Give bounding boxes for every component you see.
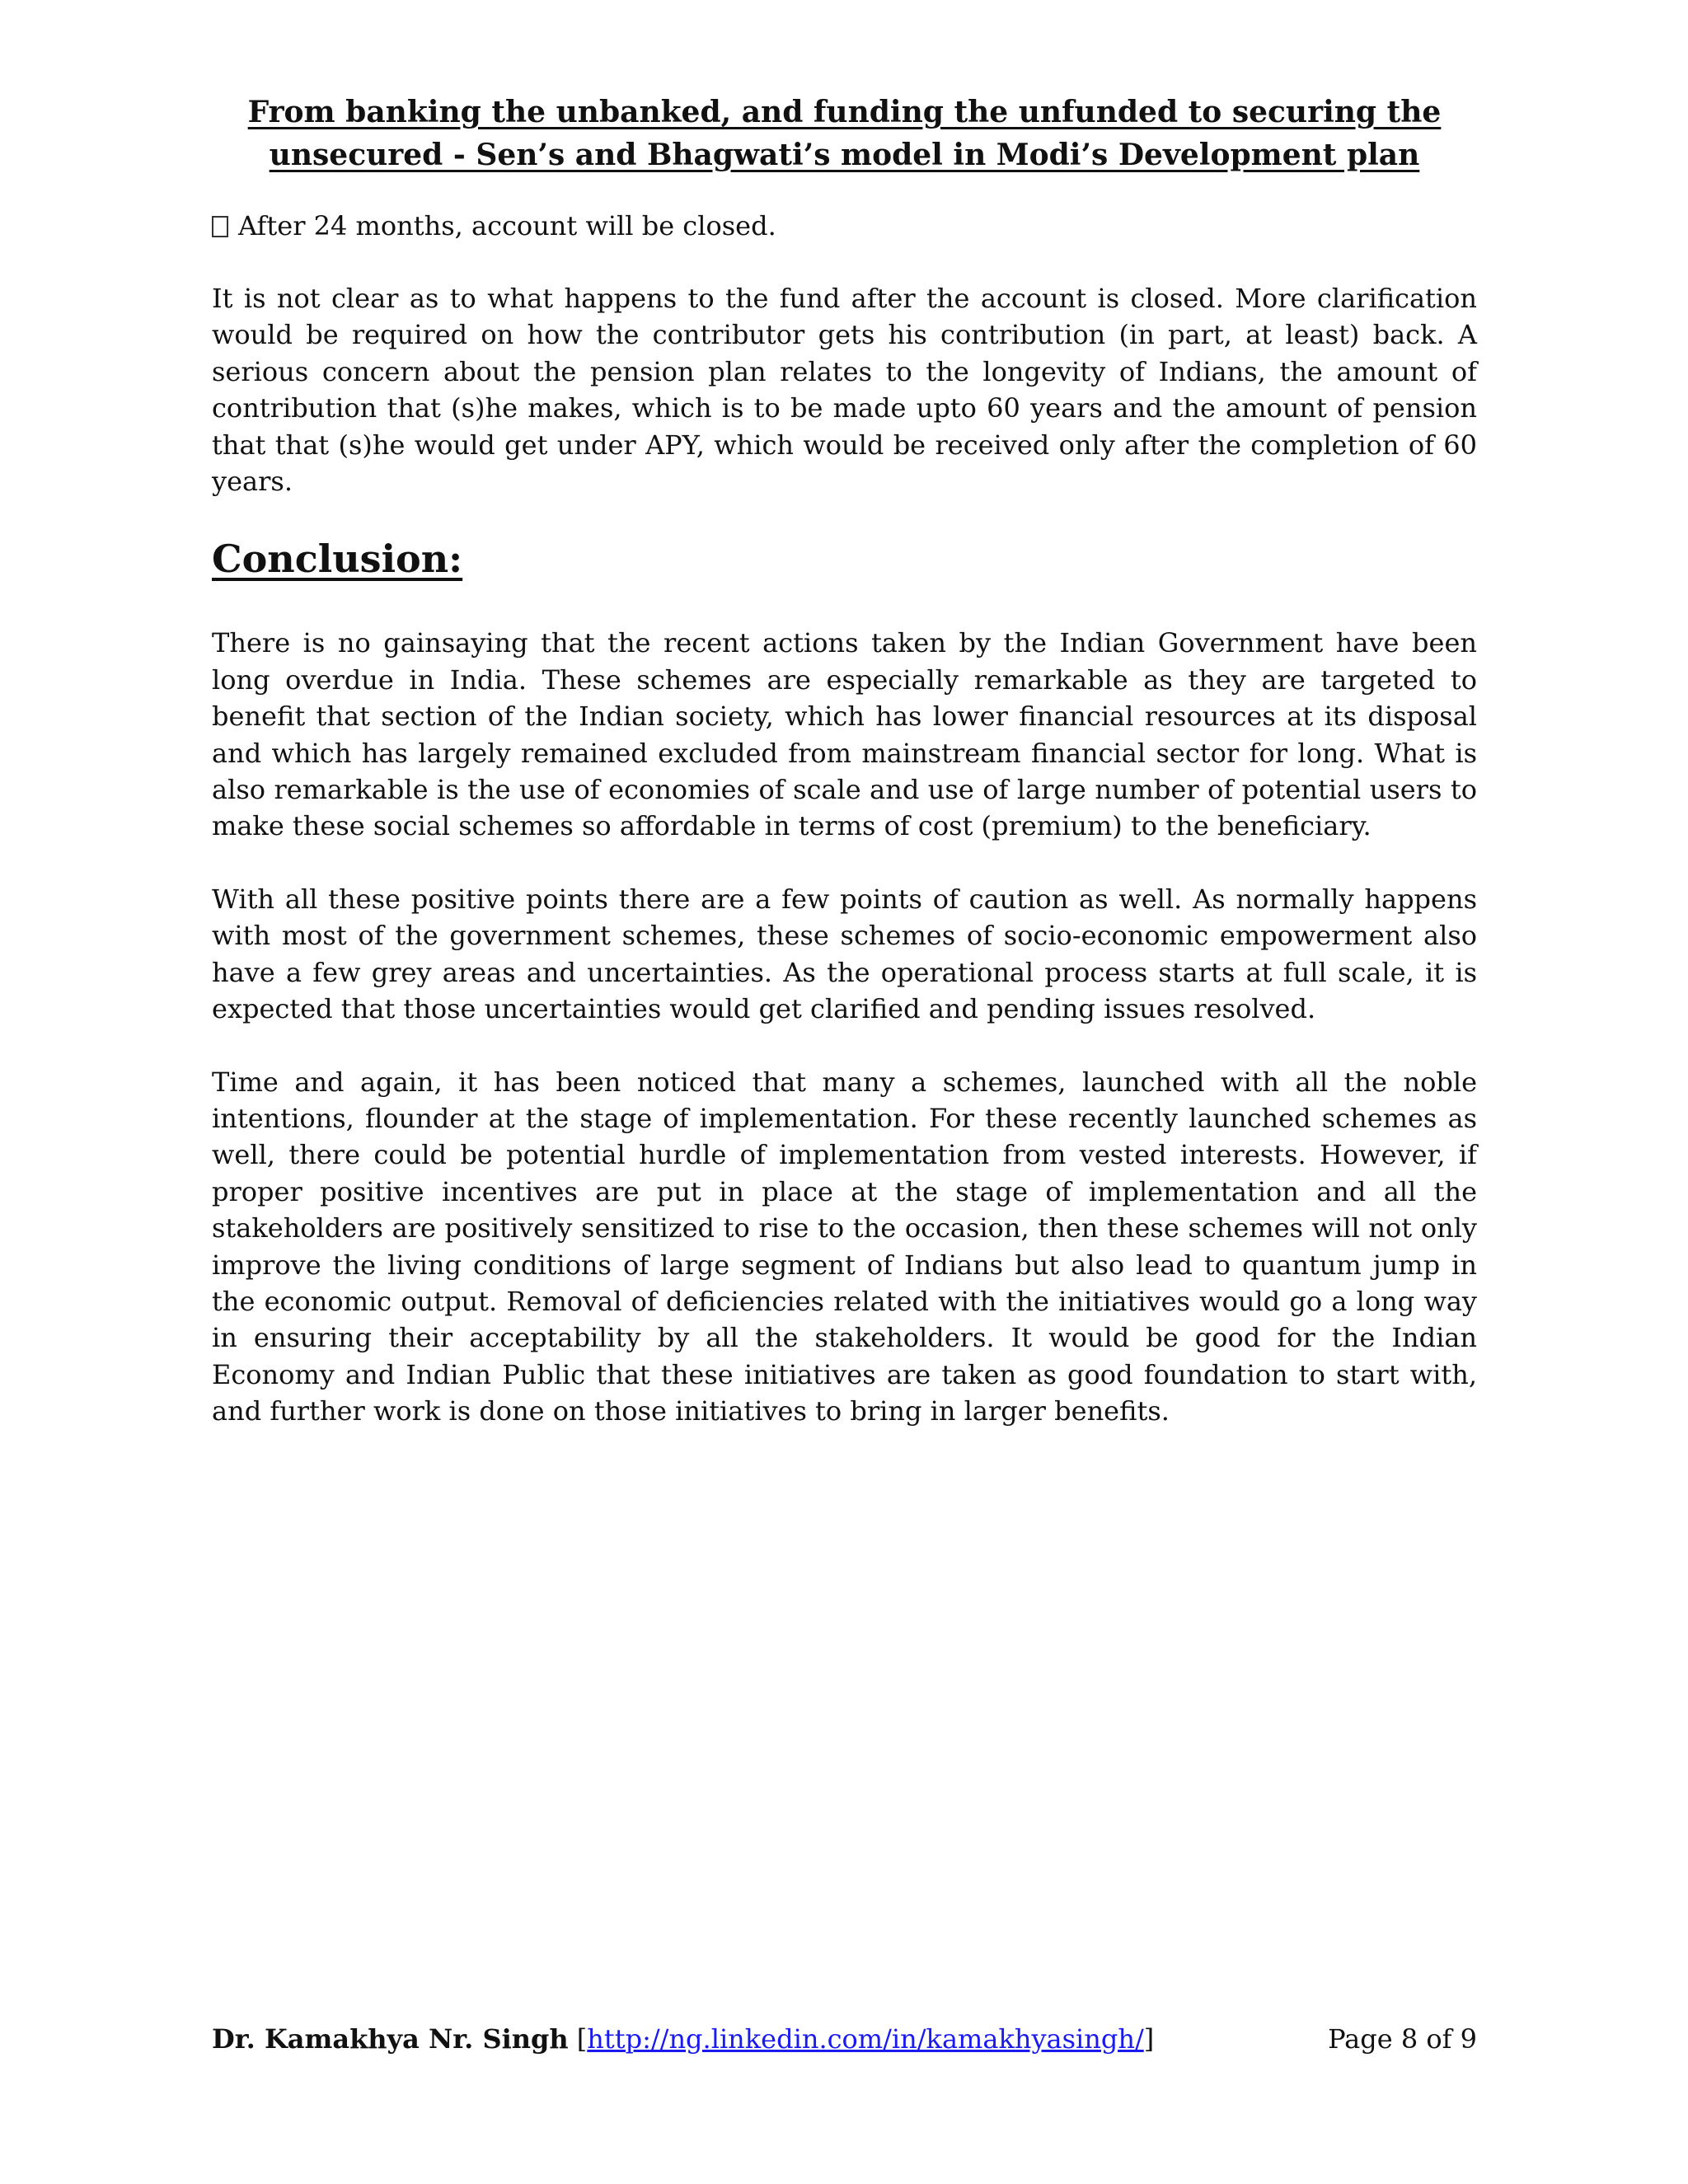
conclusion-paragraph-2: With all these positive points there are a few points of caution as well. As normally happens with most of the government schemes, these schemes of socio-economic empowerment also have a few grey areas and uncertainties. As the operational process starts at full scale, it is expected that those uncertainties would get clarified and pending issues resolved. [212, 883, 1477, 1025]
document-title: From banking the unbanked, and funding the unfunded to securing the unsecured - Sen’s and Bhagwati’s model in Modi’s Development plan [247, 95, 1442, 172]
linkedin-link[interactable]: http://ng.linkedin.com/in/kamakhyasingh/ [587, 2023, 1144, 2055]
missing-glyph-icon [212, 216, 228, 237]
conclusion-heading: Conclusion: [212, 537, 463, 582]
page-number: Page 8 of 9 [1328, 2023, 1477, 2055]
footer-bracket-open: [ [576, 2023, 588, 2055]
conclusion-paragraph-1: There is no gainsaying that the recent actions taken by the Indian Government have been long overdue in India. These schemes are especially remarkable as they are targeted to benefit that section of the Indian society, which has lower financial resources at its disposal and which has largely remained excluded from mainstream financial sector for long. What is also remarkable is the use of economies of scale and use of large number of potential users to make these social schemes so affordable in terms of cost (premium) to the beneficiary. [212, 627, 1477, 842]
page-footer [212, 2021, 1477, 2057]
bullet-item [212, 208, 1477, 244]
footer-bracket-close: ] [1143, 2023, 1155, 2055]
conclusion-paragraph-3: Time and again, it has been noticed that many a schemes, launched with all the noble intentions, flounder at the stage of implementation. For these recently launched schemes as well, there could be potential hurdle of implementation from vested interests. However, if proper positive incentives are put in place at the stage of implementation and all the stakeholders are positively sensitized to rise to the occasion, then these schemes will not only improve the living conditions of large segment of Indians but also lead to quantum jump in the economic output. Removal of deficiencies related with the initiatives would go a long way in ensuring their acceptability by all the stakeholders. It would be good for the Indian Economy and Indian Public that these initiatives are taken as good foundation to start with, and further work is done on those initiatives to bring in larger benefits. [212, 1066, 1477, 1427]
bullet-text: After 24 months, account will be closed. [238, 210, 776, 241]
footer-author: Dr. Kamakhya Nr. Singh [212, 2023, 569, 2055]
document-page [212, 91, 1477, 1430]
paragraph-pension-concern: It is not clear as to what happens to the fund after the account is closed. More clarification would be required on how the contributor gets his contribution (in part, at least) back. A serious concern about the pension plan relates to the longevity of Indians, the amount of contribution that (s)he makes, which is to be made upto 60 years and the amount of pension that that (s)he would get under APY, which would be received only after the completion of 60 years. [212, 283, 1477, 498]
